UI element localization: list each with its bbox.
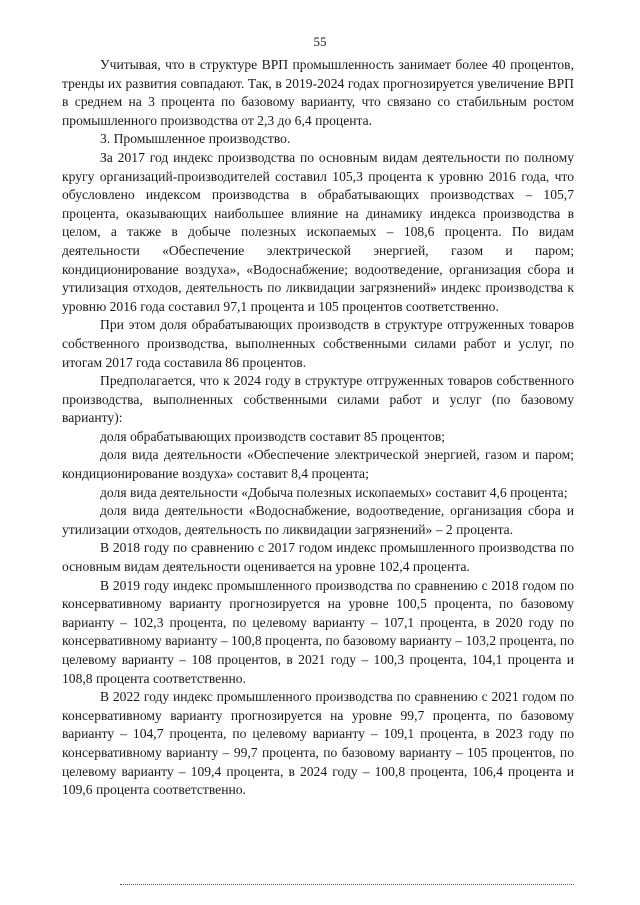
list-item-mining-share: доля вида деятельности «Добыча полезных ископаемых» составит 4,6 процента; xyxy=(100,484,568,500)
document-body xyxy=(62,56,574,800)
paragraph-grp-trends: Учитывая, что в структуре ВРП промышленность занимает более 40 процентов, тренды их развития совпадают. Так, в 2019-2024 годах прогнозируется увеличение ВРП в среднем на 3 процента по базовому варианту, что связано со стабильным ростом промышленного производства от 2,3 до 6,4 процента. xyxy=(62,57,574,128)
paragraph-structure-2024-intro: Предполагается, что к 2024 году в структуре отгруженных товаров собственного производства, выполненных собственными силами работ и услуг (по базовому варианту): xyxy=(62,373,574,426)
paragraph-index-2018: В 2018 году по сравнению с 2017 годом индекс промышленного производства по основным видам деятельности оценивается на уровне 102,4 процента. xyxy=(62,540,574,575)
paragraph-production-index-2017: За 2017 год индекс производства по основным видам деятельности по полному кругу организаций-производителей составил 105,3 процента к уровню 2016 года, что обусловлено индексом производства в обрабатывающих производствах – 105,7 процента, оказывающих наибольшее влияние на динамику индекса производства в целом, а также в добыче полезных ископаемых – 108,6 процента. По видам деятельности «Обеспечение электрической энергией, газом и паром; кондиционирование воздуха», «Водоснабжение; водоотведение, организация сбора и утилизация отходов, деятельность по ликвидации загрязнений» индекс производства к уровню 2016 года составил 97,1 процента и 105 процентов соответственно. xyxy=(62,149,574,314)
paragraph-index-2022-2024: В 2022 году индекс промышленного производства по сравнению с 2021 годом по консервативному варианту прогнозируется на уровне 99,7 процента, по базовому варианту – 104,7 процента, по целевому варианту – 109,1 процента, в 2023 году по консервативному варианту – 99,7 процента, по базовому варианту – 105 процентов, по целевому варианту – 109,4 процента, в 2024 году – 100,8 процента, 106,4 процента и 109,6 процента соответственно. xyxy=(62,689,574,798)
paragraph-index-2019-2021: В 2019 году индекс промышленного производства по сравнению с 2018 годом по консервативному варианту прогнозируется на уровне 100,5 процента, по базовому варианту – 102,3 процента, по целевому варианту – 107,1 процента, в 2020 году по консервативному варианту – 100,8 процента, по базовому варианту – 103,2 процента, по целевому варианту – 108 процентов, в 2021 году – 100,3 процента, 104,1 процента и 108,8 процента соответственно. xyxy=(62,577,574,686)
list-item-energy-share: доля вида деятельности «Обеспечение электрической энергией, газом и паром; кондиционирование воздуха» составит 8,4 процента; xyxy=(62,447,574,482)
footer-divider xyxy=(120,884,574,885)
paragraph-manufacturing-share-2017: При этом доля обрабатывающих производств в структуре отгруженных товаров собственного производства, выполненных собственными силами работ и услуг, по итогам 2017 года составила 86 процентов. xyxy=(62,317,574,370)
list-item-manufacturing-share: доля обрабатывающих производств составит 85 процентов; xyxy=(100,428,446,444)
section-heading-industrial-production: 3. Промышленное производство. xyxy=(100,131,291,147)
list-item-water-supply-share: доля вида деятельности «Водоснабжение, водоотведение, организация сбора и утилизации отходов, деятельность по ликвидации загрязнений» – 2 процента. xyxy=(62,503,574,537)
page-number: 55 xyxy=(313,34,327,49)
